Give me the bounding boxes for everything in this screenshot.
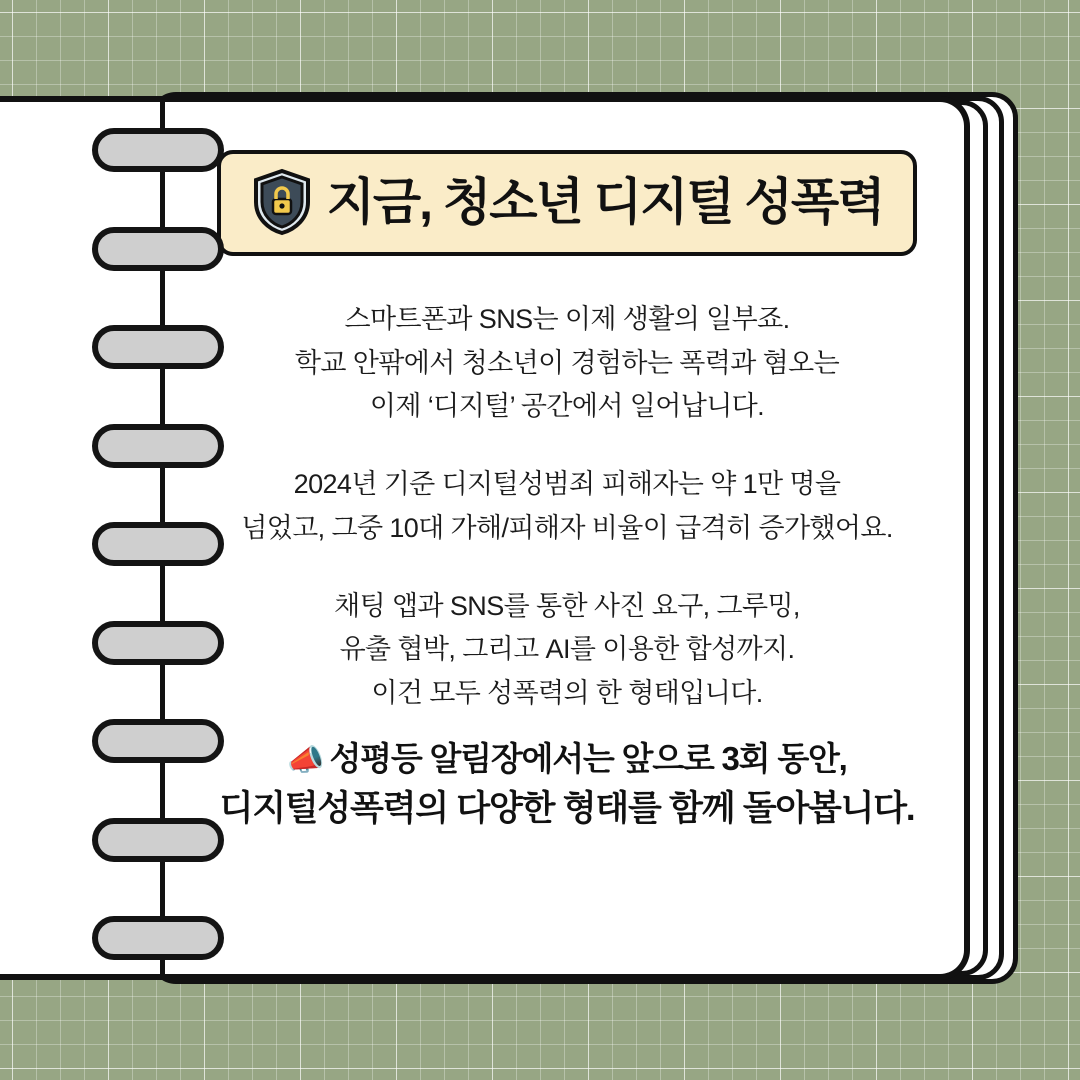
paragraph-3: 채팅 앱과 SNS를 통한 사진 요구, 그루밍, 유출 협박, 그리고 AI를 이용한 합성까지. 이건 모두 성폭력의 한 형태입니다. — [334, 590, 800, 709]
call-to-action — [190, 734, 944, 836]
ring — [92, 916, 224, 960]
megaphone-icon: 📣 — [287, 743, 324, 777]
page-title: 지금, 청소년 디지털 성폭력 — [326, 173, 884, 230]
ring — [92, 128, 224, 172]
ring — [92, 818, 224, 862]
shield-lock-icon — [251, 168, 313, 236]
ring — [92, 621, 224, 665]
body-text — [190, 298, 944, 716]
ring — [92, 522, 224, 566]
cta-line-1: 성평등 알림장에서는 앞으로 3회 동안, — [329, 739, 847, 777]
ring — [92, 227, 224, 271]
ring — [92, 424, 224, 468]
paragraph-1: 스마트폰과 SNS는 이제 생활의 일부죠. 학교 안팎에서 청소년이 경험하는 폭력과 혐오는 이제 ‘디지털’ 공간에서 일어납니다. — [294, 304, 840, 422]
spiral-rings — [92, 128, 232, 960]
cta-line-2: 디지털성폭력의 다양한 형태를 함께 돌아봅니다. — [219, 789, 915, 829]
page-content — [190, 102, 944, 974]
title-banner — [217, 150, 917, 256]
paragraph-2: 2024년 기준 디지털성범죄 피해자는 약 1만 명을 넘었고, 그중 10대 가해/피해자 비율이 급격히 증가했어요. — [241, 469, 893, 543]
ring — [92, 719, 224, 763]
ring — [92, 325, 224, 369]
